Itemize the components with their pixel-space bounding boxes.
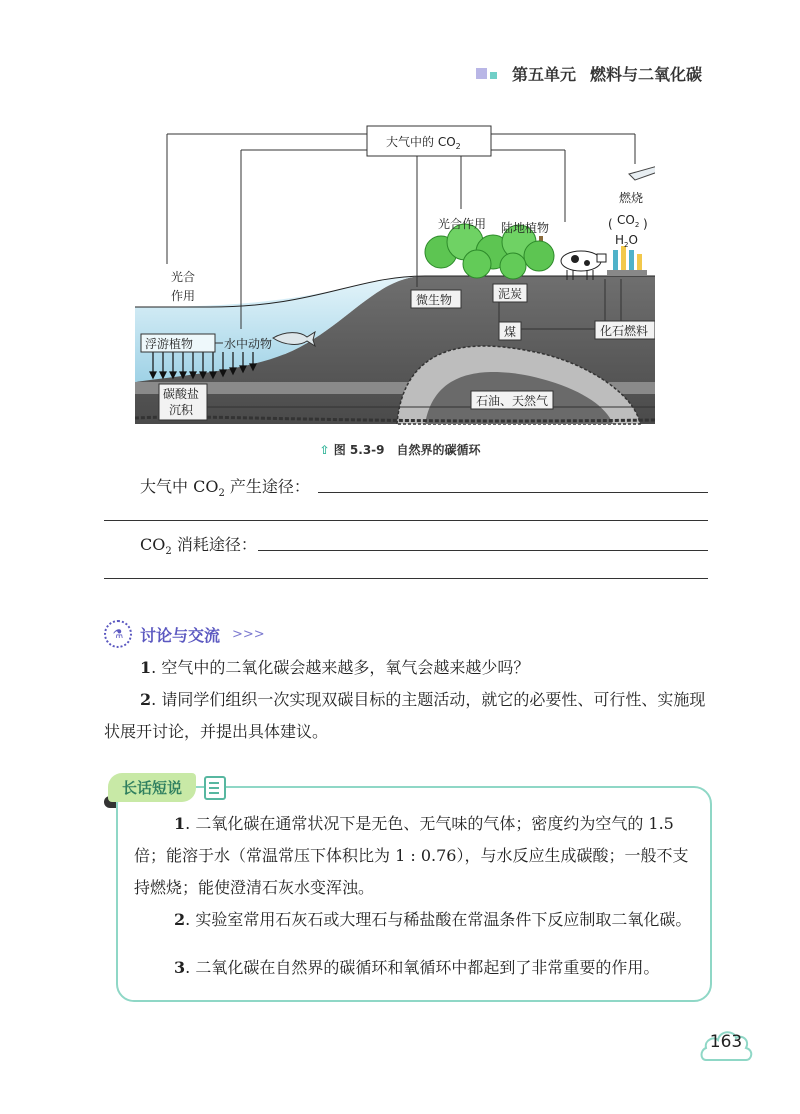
peat-label: 泥炭 [498, 287, 523, 301]
fill-line-2-pre: CO [140, 535, 166, 554]
photosynthesis-label-2: 作用 [171, 289, 196, 303]
answer-line-4[interactable] [104, 578, 708, 579]
carbon-cycle-diagram [135, 124, 655, 436]
plankton-label: 浮游植物 [145, 337, 194, 351]
figure-caption [0, 441, 800, 458]
header-squares-icon [476, 66, 502, 82]
chevrons-icon: >>> [232, 626, 265, 642]
top-sub: 2 [455, 142, 461, 151]
summary-3-text: . 二氧化碳在自然界的碳循环和氧循环中都起到了非常重要的作用。 [185, 958, 660, 977]
fill-line-1-pre: 大气中 CO [140, 477, 219, 496]
microbes-label: 微生物 [416, 293, 453, 307]
chapter-title: 燃料与二氧化碳 [589, 65, 702, 84]
summary-point-1 [134, 808, 694, 904]
flask-icon: ⚗ [104, 620, 132, 648]
fill-line-production [140, 474, 310, 499]
summary-2-num: 2 [174, 910, 186, 929]
fill-line-1-sub: 2 [218, 488, 225, 500]
question-2-num: 2 [140, 690, 152, 709]
question-1 [140, 652, 710, 684]
fill-line-consumption [140, 532, 257, 557]
summary-1-num: 1 [174, 814, 186, 833]
fossil-fuel-label: 化石燃料 [600, 324, 649, 338]
photosynthesis-label-1: 光合 [171, 270, 196, 284]
question-2-text: . 请同学们组织一次实现双碳目标的主题活动，就它的必要性、可行性、实施现状展开讨论，并提出具体建议。 [104, 690, 706, 741]
question-2 [104, 684, 710, 748]
summary-point-2 [134, 904, 694, 936]
carbonate-label-2: 沉积 [169, 403, 194, 417]
coal-label: 煤 [504, 325, 517, 339]
h2o-label: H [615, 233, 625, 247]
fill-line-1-post: 产生途径： [224, 477, 310, 496]
burning-label: 燃烧 [619, 191, 644, 205]
co2-sub: 2 [634, 221, 640, 229]
svg-text:H2O [615, 233, 638, 249]
discussion-title: 讨论与交流 [140, 625, 221, 645]
svg-text:大气中的 CO2 [386, 134, 461, 151]
carbonate-label-1: 碳酸盐 [163, 387, 200, 401]
question-1-text: . 空气中的二氧化碳会越来越多，氧气会越来越少吗？ [151, 658, 530, 677]
land-plants-label: 陆地植物 [501, 221, 550, 235]
h2o-tail: O [628, 233, 638, 247]
h2o-sub: 2 [624, 241, 629, 249]
caption-text: 图 5.3-9 自然界的碳循环 [333, 443, 481, 457]
discussion-heading [104, 620, 265, 648]
summary-2-text: . 实验室常用石灰石或大理石与稀盐酸在常温条件下反应制取二氧化碳。 [185, 910, 692, 929]
fill-line-2-sub: 2 [165, 546, 172, 558]
svg-text:CO2 [617, 213, 639, 229]
answer-line-1[interactable] [318, 492, 708, 493]
svg-text:(: ( [608, 217, 613, 231]
page-number [698, 1024, 754, 1064]
aquatic-animals-label: 水中动物 [224, 337, 273, 351]
unit-label: 第五单元 [511, 65, 576, 84]
summary-point-3 [134, 952, 694, 984]
answer-line-3[interactable] [258, 550, 708, 551]
notes-icon [204, 776, 226, 800]
top-label: 大气中的 CO [386, 135, 456, 149]
fill-line-2-post: 消耗途径： [171, 535, 257, 554]
summary-tab [108, 773, 226, 802]
caption-arrow-icon: ⇧ [319, 443, 330, 457]
factory-icon [607, 246, 647, 276]
question-1-num: 1 [140, 658, 152, 677]
co2-label: CO [617, 213, 635, 227]
photosynthesis-right-label: 光合作用 [438, 217, 487, 231]
airplane-icon [629, 164, 655, 180]
svg-text:): ) [643, 217, 648, 231]
summary-title: 长话短说 [108, 773, 196, 802]
summary-1-text: . 二氧化碳在通常状况下是无色、无气味的气体；密度约为空气的 1.5 倍；能溶于水（常温常压下体积比为 1 : 0.76），与水反应生成碳酸；一般不支持燃烧；能使澄清石灰水变浑浊。 [134, 814, 689, 897]
oil-gas-label: 石油、天然气 [476, 394, 549, 408]
summary-3-num: 3 [174, 958, 186, 977]
page-number-text: 163 [709, 1032, 743, 1052]
answer-line-2[interactable] [104, 520, 708, 521]
page-header [476, 62, 702, 85]
